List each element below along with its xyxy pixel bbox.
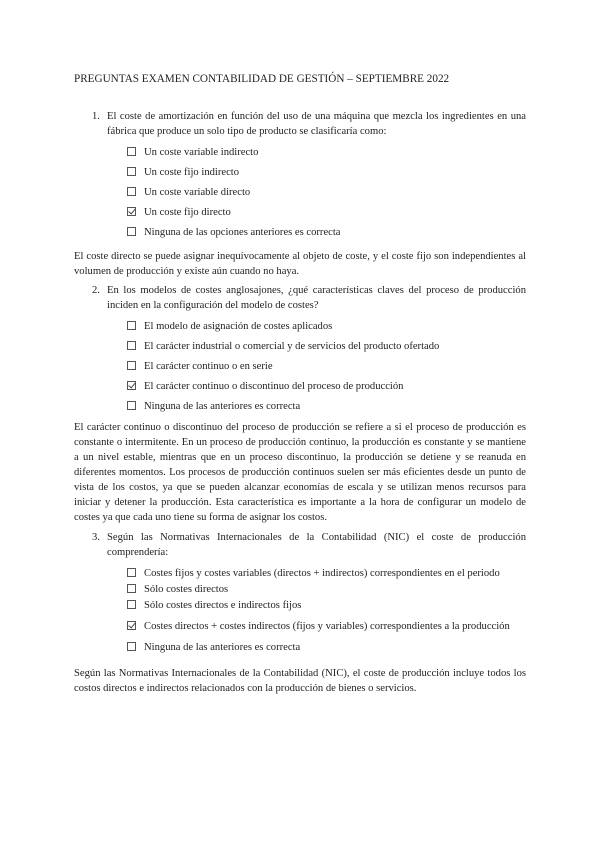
- question-text: Según las Normativas Internacionales de la Contabilidad (NIC) el coste de producción comprendería:: [107, 532, 526, 558]
- question-text: En los modelos de costes anglosajones, ¿qué características claves del proceso de producción inciden en la configuración del modelo de costes?: [107, 285, 526, 311]
- option-item[interactable]: [127, 359, 526, 374]
- question-2: [74, 283, 526, 419]
- options-list: [127, 319, 526, 414]
- option-label: El carácter industrial o comercial y de servicios del producto ofertado: [144, 341, 440, 352]
- option-item[interactable]: [127, 619, 526, 634]
- option-label: El carácter continuo o en serie: [144, 361, 273, 372]
- option-label: Ninguna de las anteriores es correcta: [144, 642, 301, 653]
- question-2-stem: [74, 283, 526, 313]
- checkbox[interactable]: [127, 341, 136, 350]
- checkbox[interactable]: [127, 147, 136, 156]
- checkbox-checked[interactable]: [127, 621, 136, 630]
- option-item[interactable]: [127, 598, 526, 613]
- option-item[interactable]: [127, 640, 526, 655]
- checkbox[interactable]: [127, 227, 136, 236]
- option-item[interactable]: [127, 145, 526, 160]
- answer-1: El coste directo se puede asignar inequívocamente al objeto de coste, y el coste fijo son independientes al volumen de producción y existe aún cuando no haya.: [74, 251, 526, 277]
- checkbox[interactable]: [127, 321, 136, 330]
- checkbox-checked[interactable]: [127, 381, 136, 390]
- question-3: [74, 530, 526, 656]
- question-number: 1.: [92, 111, 100, 122]
- checkbox[interactable]: [127, 401, 136, 410]
- option-item[interactable]: [127, 205, 526, 220]
- checkbox[interactable]: [127, 361, 136, 370]
- option-label: Un coste variable directo: [144, 187, 251, 198]
- option-item[interactable]: [127, 379, 526, 394]
- option-item[interactable]: [127, 185, 526, 200]
- checkbox[interactable]: [127, 568, 136, 577]
- option-item[interactable]: [127, 582, 526, 597]
- question-1-stem: [74, 109, 526, 139]
- answer-3: Según las Normativas Internacionales de la Contabilidad (NIC), el coste de producción incluye todos los costos directos e indirectos relacionados con la producción de bienes o servicios.: [74, 668, 526, 694]
- option-label: Un coste variable indirecto: [144, 147, 259, 158]
- option-label: Sólo costes directos e indirectos fijos: [144, 600, 302, 611]
- checkbox-checked[interactable]: [127, 207, 136, 216]
- option-label: El carácter continuo o discontinuo del proceso de producción: [144, 381, 404, 392]
- option-label: Costes fijos y costes variables (directos + indirectos) correspondientes en el periodo: [144, 568, 500, 579]
- option-item[interactable]: [127, 225, 526, 240]
- option-label: Costes directos + costes indirectos (fijos y variables) correspondientes a la producción: [144, 621, 510, 632]
- option-item[interactable]: [127, 566, 526, 581]
- option-label: Ninguna de las opciones anteriores es correcta: [144, 227, 341, 238]
- checkbox[interactable]: [127, 167, 136, 176]
- question-1: [74, 109, 526, 245]
- question-3-stem: [74, 530, 526, 560]
- question-number: 2.: [92, 285, 100, 296]
- option-label: Sólo costes directos: [144, 584, 229, 595]
- checkbox[interactable]: [127, 584, 136, 593]
- option-label: Ninguna de las anteriores es correcta: [144, 401, 301, 412]
- checkbox[interactable]: [127, 187, 136, 196]
- answer-2: El carácter continuo o discontinuo del proceso de producción se refiere a si el proceso de producción es constante o intermitente. En un proceso de producción continuo, la producción es constante y se mantiene a un nivel estable, mientras que en un proceso discontinuo, la producción se detiene y se reanuda en diferentes momentos. Los procesos de producción continuos suelen ser más eficientes desde un punto de vista de los costos, ya que se pueden alcanzar economías de escala y se utilizan menos recursos para iniciar y detener la producción. Esta característica es importante a la hora de configurar un modelo de costes ya que cada uno tiene su forma de asignar los costos.: [74, 422, 526, 523]
- option-label: Un coste fijo indirecto: [144, 167, 240, 178]
- option-label: Un coste fijo directo: [144, 207, 231, 218]
- option-item[interactable]: [127, 399, 526, 414]
- question-number: 3.: [92, 532, 100, 543]
- checkbox[interactable]: [127, 642, 136, 651]
- question-text: El coste de amortización en función del uso de una máquina que mezcla los ingredientes en una fábrica que produce un solo tipo de producto se clasificaría como:: [107, 111, 526, 137]
- checkbox[interactable]: [127, 600, 136, 609]
- page-title: PREGUNTAS EXAMEN CONTABILIDAD DE GESTIÓN – SEPTIEMBRE 2022: [74, 73, 450, 85]
- option-item[interactable]: [127, 319, 526, 334]
- options-list: [127, 145, 526, 240]
- option-item[interactable]: [127, 339, 526, 354]
- option-item[interactable]: [127, 165, 526, 180]
- option-label: El modelo de asignación de costes aplicados: [144, 321, 333, 332]
- options-list: [127, 566, 526, 655]
